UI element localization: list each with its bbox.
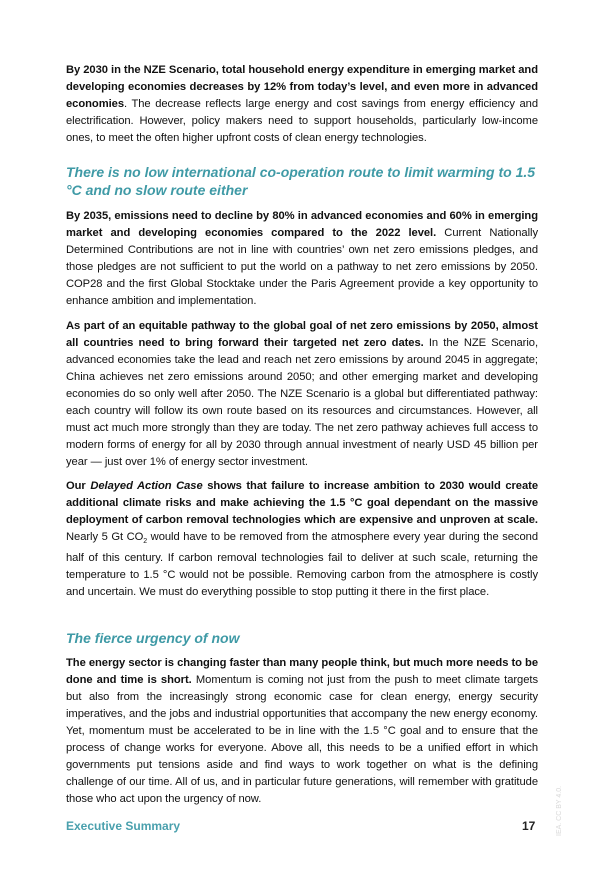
paragraph-body-pre: Nearly 5 Gt CO — [66, 531, 144, 543]
license-label: IEA. CC BY 4.0. — [556, 785, 563, 836]
paragraph-lead: As part of an equitable pathway to the global goal of net zero emissions by 2050, almost all countries need to bring forward their targeted net zero dates. — [66, 320, 538, 349]
co2-subscript: 2 — [143, 538, 148, 546]
paragraph-energy-sector-changing — [66, 655, 538, 808]
paragraph-household-expenditure — [66, 62, 538, 147]
paragraph-delayed-action — [66, 478, 538, 601]
paragraph-lead: By 2035, emissions need to decline by 80% in advanced economies and 60% in emerging market and developing economies compared to the 2022 level. — [66, 210, 538, 239]
paragraph-body: . The decrease reflects large energy and cost savings from energy efficiency and electrification. However, policy makers need to support households, particularly low-income ones, to meet the often higher upfront costs of clean energy technologies. — [66, 98, 538, 144]
paragraph-lead-prefix: Our — [66, 480, 91, 492]
section-heading-no-slow-route: There is no low international co-operation route to limit warming to 1.5 °C and no slow route either — [66, 164, 536, 198]
paragraph-body: Current Nationally Determined Contributions are not in line with countries’ own net zero emissions pledges, and those pledges are not sufficient to put the world on a pathway to net zero emissions by 2050. COP28 and the first Global Stocktake under the Paris Agreement provide a key opportunity to enhance ambition and implementation. — [66, 227, 538, 307]
paragraph-2035-emissions — [66, 208, 538, 310]
page-number: 17 — [522, 819, 536, 833]
delayed-action-case-term: Delayed Action Case — [90, 480, 203, 492]
footer-section-title: Executive Summary — [66, 819, 181, 833]
section-heading-fierce-urgency: The fierce urgency of now — [66, 630, 240, 646]
paragraph-lead: shows that failure to increase ambition to 2030 would create additional climate risks and make achieving the 1.5 °C goal dependant on the massive deployment of carbon removal technologies which are expensive and unproven at scale. — [66, 480, 538, 526]
paragraph-lead: By 2030 in the NZE Scenario, total household energy expenditure in emerging market and developing economies decreases by 12% from today’s level, and even more in advanced economies — [66, 64, 538, 110]
paragraph-body: would have to be removed from the atmosphere every year during the second half of this century. If carbon removal technologies fail to deliver at such scale, returning the temperature to 1.5 °C would not be possible. Removing carbon from the atmosphere is costly and uncertain. We must do everything possible to stop putting it there in the first place. — [66, 531, 538, 599]
paragraph-body: In the NZE Scenario, advanced economies take the lead and reach net zero emissions by around 2045 in aggregate; China achieves net zero emissions around 2050; and other emerging market and developing economies do so only well after 2050. The NZE Scenario is a global but differentiated pathway: each country will follow its own route based on its resources and circumstances. However, all must act much more strongly than they are today. The net zero pathway achieves full access to modern forms of energy for all by 2030 through annual investment of nearly USD 45 billion per year — just over 1% of energy sector investment. — [66, 337, 539, 468]
paragraph-lead: The energy sector is changing faster than many people think, but much more needs to be done and time is short. — [66, 657, 538, 686]
paragraph-equitable-pathway — [66, 318, 538, 471]
paragraph-body: Momentum is coming not just from the push to meet climate targets but also from the increasingly strong economic case for clean energy, energy security imperatives, and the jobs and industrial opportunities that accompany the new energy economy. Yet, momentum must be accelerated to be in line with the 1.5 °C goal and to ensure that the process of change works for everyone. Above all, this needs to be a unified effort in which governments put tensions aside and find ways to work together on what is the defining challenge of our time. All of us, and in particular future generations, will remember with gratitude those who act upon the urgency of now. — [66, 674, 538, 805]
